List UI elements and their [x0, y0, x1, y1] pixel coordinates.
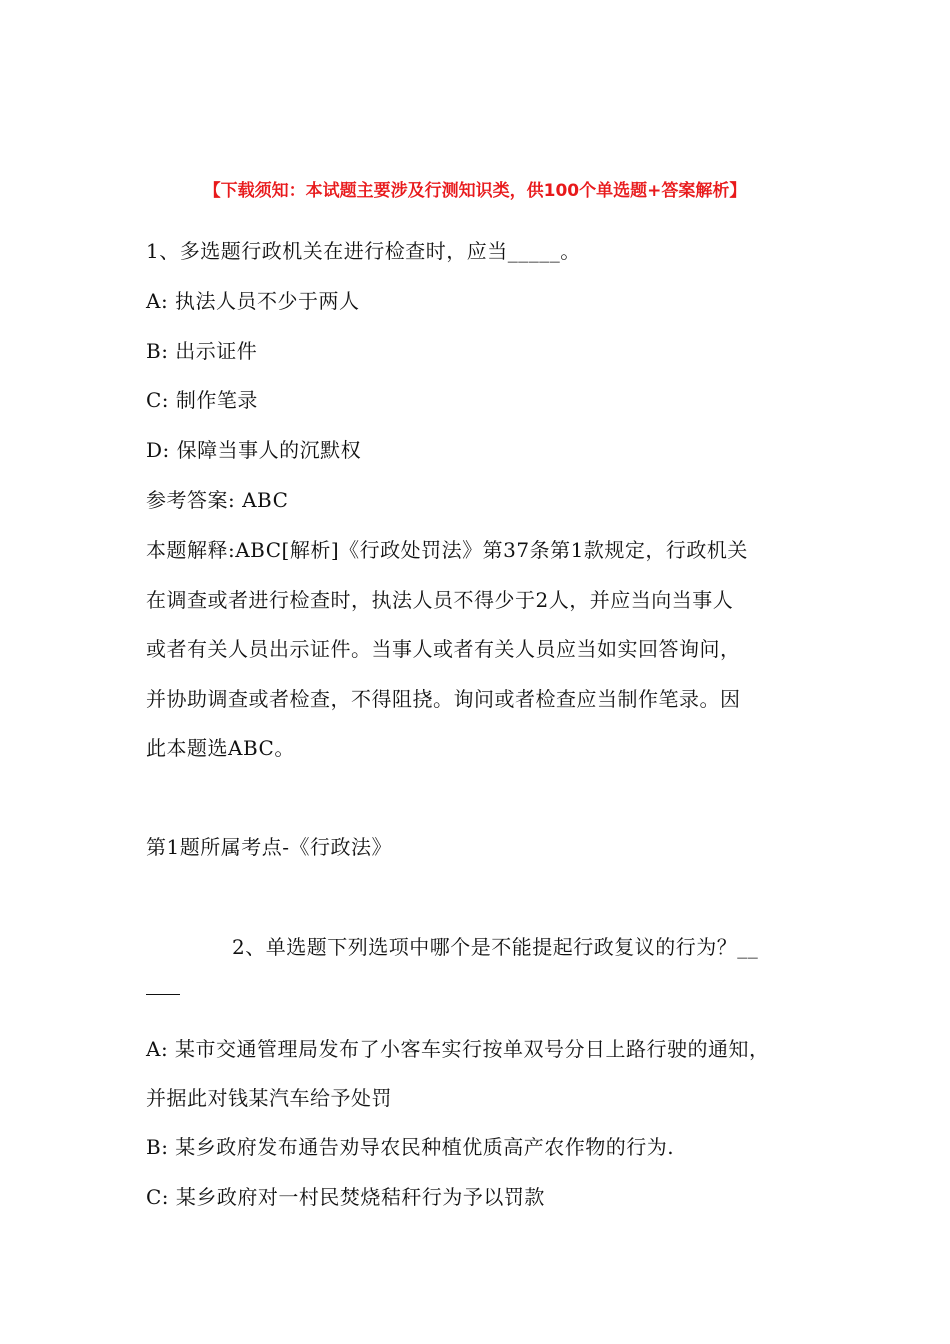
question-1-explanation-line: 在调查或者进行检查时，执法人员不得少于2人，并应当向当事人 [146, 588, 734, 612]
question-1-answer: 参考答案: ABC [146, 488, 289, 512]
question-2-option-c: C: 某乡政府对一村民焚烧秸秆行为予以罚款 [146, 1185, 545, 1209]
question-1-stem: 1、多选题行政机关在进行检查时，应当_____。 [146, 239, 581, 263]
question-1-explanation-line: 本题解释:ABC[解析]《行政处罚法》第37条第1款规定，行政机关 [146, 538, 748, 562]
question-2-option-a: A: 某市交通管理局发布了小客车实行按单双号分日上路行驶的通知， [146, 1037, 770, 1061]
answer-blank-underline [146, 994, 180, 995]
question-2-option-b: B: 某乡政府发布通告劝导农民种植优质高产农作物的行为. [146, 1135, 675, 1159]
question-2-stem: 2、单选题下列选项中哪个是不能提起行政复议的行为？__ [232, 935, 759, 959]
question-1-option-d: D: 保障当事人的沉默权 [146, 438, 362, 462]
question-1-option-b: B: 出示证件 [146, 339, 258, 363]
question-1-topic: 第1题所属考点-《行政法》 [146, 835, 392, 859]
question-1-explanation-line: 此本题选ABC。 [146, 736, 295, 760]
question-1-option-c: C: 制作笔录 [146, 388, 258, 412]
question-1-option-a: A: 执法人员不少于两人 [146, 289, 360, 313]
question-1-explanation-line: 并协助调查或者检查，不得阻挠。询问或者检查应当制作笔录。因 [146, 687, 741, 711]
question-1-explanation-line: 或者有关人员出示证件。当事人或者有关人员应当如实回答询问， [146, 637, 741, 661]
download-notice: 【下载须知：本试题主要涉及行测知识类，供100个单选题+答案解析】 [203, 181, 747, 201]
question-2-option-a-continued: 并据此对钱某汽车给予处罚 [146, 1086, 392, 1110]
